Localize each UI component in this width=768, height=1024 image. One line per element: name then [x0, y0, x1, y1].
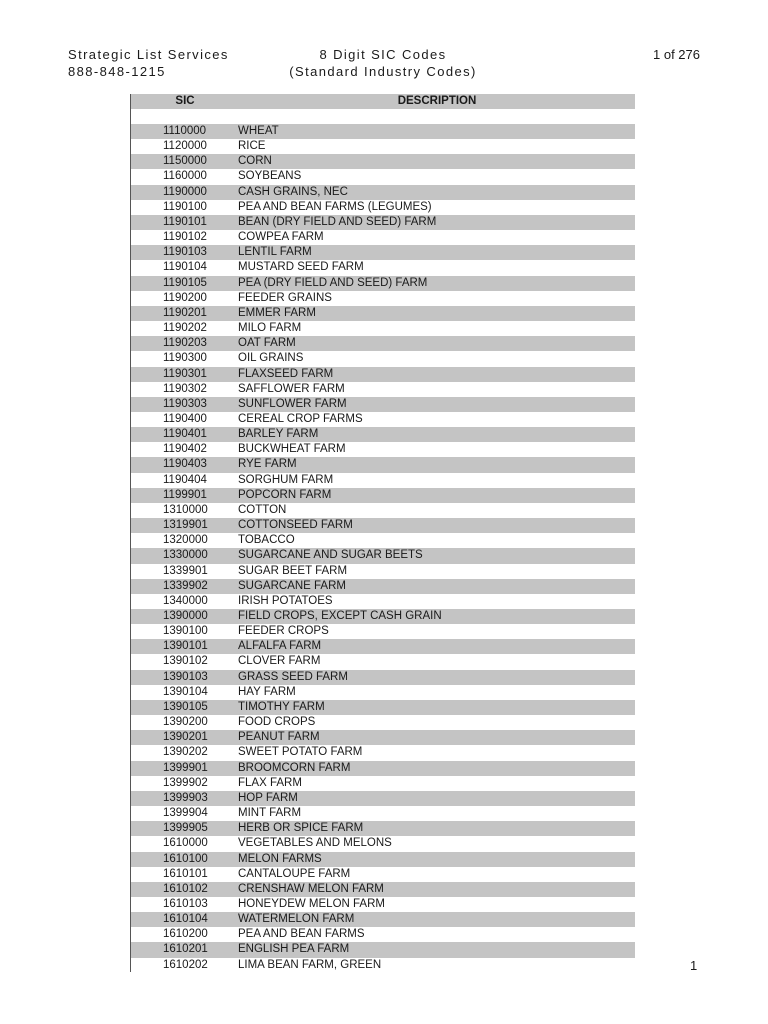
description-cell: ENGLISH PEA FARM [238, 943, 350, 956]
table-row [131, 488, 635, 503]
sic-code-cell: 1190401 [163, 428, 207, 441]
description-cell: CLOVER FARM [238, 655, 321, 668]
description-cell: FEEDER CROPS [238, 625, 329, 638]
description-cell: SUGAR BEET FARM [238, 564, 348, 577]
sic-code-cell: 1340000 [163, 594, 208, 607]
description-cell: WHEAT [238, 125, 279, 137]
description-cell: WATERMELON FARM [238, 913, 355, 926]
sic-code-cell: 1610100 [163, 852, 208, 865]
sic-code-cell: 1320000 [163, 534, 208, 547]
sic-code-cell: 1399903 [163, 791, 208, 804]
table-row [131, 503, 635, 518]
description-cell: BARLEY FARM [238, 428, 319, 441]
table-row [131, 215, 635, 230]
table-row [131, 185, 635, 200]
sic-code-cell: 1190202 [163, 322, 207, 335]
header-center [230, 46, 536, 80]
table-row [131, 670, 635, 685]
header-spacer [131, 109, 635, 124]
sic-code-cell: 1190102 [163, 231, 207, 244]
sic-code-cell: 1199901 [163, 488, 207, 501]
description-cell: LENTIL FARM [238, 246, 312, 259]
sic-code-cell: 1390000 [163, 610, 208, 622]
table-row [131, 336, 635, 351]
sic-code-cell: 1110000 [163, 125, 207, 137]
table-row [131, 882, 635, 897]
description-cell: CORN [238, 155, 272, 168]
sic-code-cell: 1610000 [163, 837, 208, 850]
sic-code-cell: 1399902 [163, 776, 208, 789]
sic-code-cell: 1610201 [163, 943, 208, 956]
description-cell: SUNFLOWER FARM [238, 397, 347, 410]
sic-code-cell: 1190200 [163, 291, 207, 304]
table-row [131, 169, 635, 184]
sic-code-cell: 1390101 [163, 640, 208, 653]
table-row [131, 230, 635, 245]
description-cell: OIL GRAINS [238, 352, 304, 365]
table-row [131, 427, 635, 442]
table-row [131, 700, 635, 715]
table-row [131, 912, 635, 927]
sic-code-cell: 1190100 [163, 200, 207, 213]
sic-code-cell: 1610202 [163, 958, 208, 971]
table-row [131, 367, 635, 382]
table-row [131, 624, 635, 639]
description-cell: COWPEA FARM [238, 231, 324, 244]
table-row [131, 776, 635, 791]
sic-code-cell: 1120000 [163, 140, 207, 153]
sic-code-cell: 1610102 [163, 882, 208, 895]
sic-code-cell: 1390100 [163, 625, 208, 638]
table-row [131, 745, 635, 760]
table-row [131, 276, 635, 291]
table-row [131, 412, 635, 427]
sic-code-cell: 1610101 [163, 867, 208, 880]
table-row [131, 154, 635, 169]
sic-code-cell: 1390105 [163, 700, 208, 713]
description-cell: VEGETABLES AND MELONS [238, 837, 392, 850]
company-name: Strategic List Services [68, 47, 229, 62]
table-row [131, 397, 635, 412]
description-cell: BUCKWHEAT FARM [238, 443, 346, 456]
table-row [131, 260, 635, 275]
table-row [131, 351, 635, 366]
description-cell: BROOMCORN FARM [238, 761, 351, 774]
description-cell: POPCORN FARM [238, 488, 332, 501]
document-subtitle: (Standard Industry Codes) [289, 64, 477, 79]
description-cell: LIMA BEAN FARM, GREEN [238, 958, 382, 971]
description-cell: FEEDER GRAINS [238, 291, 332, 304]
description-cell: MINT FARM [238, 807, 302, 820]
table-row [131, 457, 635, 472]
table-row [131, 730, 635, 745]
table-row [131, 579, 635, 594]
description-cell: PEA AND BEAN FARMS [238, 928, 365, 941]
sic-code-cell: 1190303 [163, 397, 207, 410]
table-row [131, 761, 635, 776]
sic-code-cell: 1190101 [163, 215, 207, 228]
company-phone: 888-848-1215 [68, 64, 166, 79]
description-cell: FLAXSEED FARM [238, 367, 334, 380]
description-cell: CANTALOUPE FARM [238, 867, 351, 880]
sic-code-cell: 1190105 [163, 276, 207, 289]
description-cell: RICE [238, 140, 266, 153]
description-cell: RYE FARM [238, 458, 297, 471]
sic-code-cell: 1150000 [163, 155, 207, 168]
sic-code-cell: 1390102 [163, 655, 208, 668]
table-row [131, 942, 635, 957]
document-title: 8 Digit SIC Codes [319, 47, 447, 62]
sic-table [131, 94, 635, 973]
sic-code-cell: 1319901 [163, 519, 208, 532]
table-row [131, 124, 635, 139]
sic-code-cell: 1399904 [163, 807, 208, 820]
table-row [131, 836, 635, 851]
table-row [131, 321, 635, 336]
table-row [131, 806, 635, 821]
column-header-sic: SIC [175, 95, 195, 107]
table-row [131, 821, 635, 836]
table-row [131, 245, 635, 260]
sic-code-cell: 1339901 [163, 564, 208, 577]
column-header-description: DESCRIPTION [397, 95, 477, 107]
table-row [131, 594, 635, 609]
table-row [131, 791, 635, 806]
description-cell: COTTON [238, 503, 287, 516]
description-cell: BEAN (DRY FIELD AND SEED) FARM [238, 215, 437, 228]
sic-code-cell: 1390103 [163, 670, 208, 683]
sic-code-cell: 1190104 [163, 261, 207, 274]
description-cell: PEA AND BEAN FARMS (LEGUMES) [238, 200, 432, 213]
description-cell: HOP FARM [238, 791, 298, 804]
table-row [131, 473, 635, 488]
description-cell: PEA (DRY FIELD AND SEED) FARM [238, 276, 428, 289]
description-cell: SOYBEANS [238, 170, 302, 183]
sic-code-cell: 1190103 [163, 246, 207, 259]
table-row [131, 548, 635, 563]
table-row [131, 382, 635, 397]
sic-code-cell: 1190400 [163, 412, 207, 425]
sic-code-cell: 1399901 [163, 761, 208, 774]
description-cell: COTTONSEED FARM [238, 519, 353, 532]
description-cell: SUGARCANE AND SUGAR BEETS [238, 549, 423, 562]
table-row [131, 609, 635, 624]
description-cell: SAFFLOWER FARM [238, 382, 345, 395]
description-cell: OAT FARM [238, 337, 296, 350]
table-row [131, 958, 635, 973]
description-cell: SORGHUM FARM [238, 473, 334, 486]
sic-code-cell: 1190300 [163, 352, 207, 365]
sic-code-cell: 1190203 [163, 337, 207, 350]
description-cell: CASH GRAINS, NEC [238, 185, 348, 198]
table-row [131, 867, 635, 882]
description-cell: PEANUT FARM [238, 731, 320, 744]
sic-code-cell: 1330000 [163, 549, 208, 562]
table-row [131, 291, 635, 306]
description-cell: FOOD CROPS [238, 716, 316, 729]
sic-code-cell: 1190201 [163, 306, 207, 319]
table-row [131, 564, 635, 579]
description-cell: TOBACCO [238, 534, 295, 547]
table-row [131, 533, 635, 548]
table-row [131, 306, 635, 321]
description-cell: CEREAL CROP FARMS [238, 412, 363, 425]
sic-code-cell: 1310000 [163, 503, 208, 516]
description-cell: EMMER FARM [238, 306, 316, 319]
table-row [131, 200, 635, 215]
table-row [131, 897, 635, 912]
sic-code-cell: 1160000 [163, 170, 207, 183]
description-cell: TIMOTHY FARM [238, 700, 325, 713]
description-cell: HAY FARM [238, 685, 296, 698]
sic-code-cell: 1190000 [163, 185, 207, 198]
sic-code-cell: 1610103 [163, 897, 208, 910]
table-row [131, 685, 635, 700]
sic-code-cell: 1390201 [163, 731, 208, 744]
table-row [131, 715, 635, 730]
sic-code-cell: 1190302 [163, 382, 207, 395]
table-body [131, 124, 635, 973]
table-header [131, 94, 635, 109]
sic-code-cell: 1399905 [163, 822, 208, 835]
description-cell: SUGARCANE FARM [238, 579, 346, 592]
sic-code-cell: 1190402 [163, 443, 207, 456]
description-cell: SWEET POTATO FARM [238, 746, 363, 759]
table-row [131, 442, 635, 457]
table-row [131, 518, 635, 533]
sic-code-cell: 1390202 [163, 746, 208, 759]
sic-code-cell: 1390200 [163, 716, 208, 729]
sic-code-cell: 1610200 [163, 928, 208, 941]
description-cell: MUSTARD SEED FARM [238, 261, 364, 274]
description-cell: GRASS SEED FARM [238, 670, 348, 683]
sic-code-cell: 1610104 [163, 913, 208, 926]
description-cell: FIELD CROPS, EXCEPT CASH GRAIN [238, 610, 442, 622]
description-cell: ALFALFA FARM [238, 640, 322, 653]
table-row [131, 139, 635, 154]
table-row [131, 927, 635, 942]
description-cell: CRENSHAW MELON FARM [238, 882, 384, 895]
description-cell: HERB OR SPICE FARM [238, 822, 364, 835]
table-row [131, 852, 635, 867]
sic-code-cell: 1339902 [163, 579, 208, 592]
description-cell: FLAX FARM [238, 776, 302, 789]
table-row [131, 654, 635, 669]
table-row [131, 639, 635, 654]
description-cell: MELON FARMS [238, 852, 322, 865]
header-left [68, 46, 229, 80]
page-number: 1 [690, 958, 698, 973]
sic-code-cell: 1190301 [163, 367, 207, 380]
description-cell: IRISH POTATOES [238, 594, 333, 607]
sic-code-cell: 1190403 [163, 458, 207, 471]
page-of-indicator: 1 of 276 [653, 47, 700, 62]
sic-code-cell: 1190404 [163, 473, 207, 486]
description-cell: HONEYDEW MELON FARM [238, 897, 385, 910]
sic-code-cell: 1390104 [163, 685, 208, 698]
description-cell: MILO FARM [238, 322, 302, 335]
